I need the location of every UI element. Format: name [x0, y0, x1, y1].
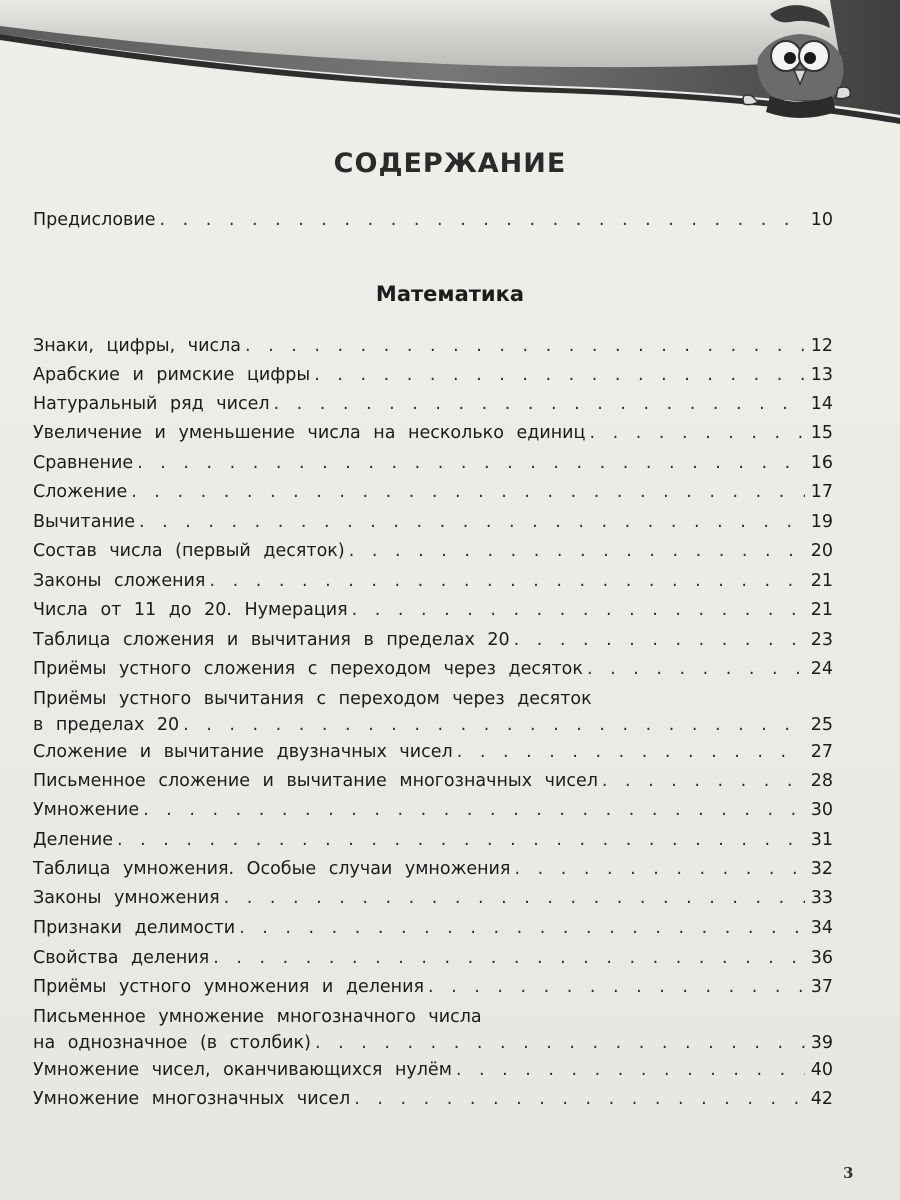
- dot-leader: [143, 797, 805, 823]
- toc-entry-page: 24: [810, 659, 833, 679]
- toc-entry-page: 13: [810, 365, 833, 385]
- toc-entry-text: Знаки, цифры, числа: [33, 336, 241, 356]
- dot-leader: [239, 915, 805, 941]
- toc-entry-text: Письменное сложение и вычитание многозначных чисел: [33, 771, 598, 791]
- toc-entry-page: 30: [810, 800, 833, 820]
- toc-entry[interactable]: [33, 597, 833, 623]
- toc-entry[interactable]: [33, 333, 833, 359]
- table-of-contents-title: СОДЕРЖАНИЕ: [333, 148, 567, 179]
- dot-leader: [209, 568, 805, 594]
- toc-entry-text: Свойства деления: [33, 948, 210, 968]
- toc-entry[interactable]: [33, 885, 833, 911]
- toc-entry[interactable]: [33, 827, 833, 853]
- toc-entry[interactable]: [33, 362, 833, 388]
- toc-entry-text: Состав числа (первый десяток): [33, 541, 345, 561]
- toc-entry-page: 20: [810, 541, 833, 561]
- toc-entry-text: Законы сложения: [33, 571, 206, 591]
- toc-entry[interactable]: [33, 1086, 833, 1112]
- toc-entry-page: 31: [810, 830, 833, 850]
- toc-entry-page: 10: [810, 210, 833, 230]
- toc-entry-page: 42: [810, 1089, 833, 1109]
- dot-leader: [183, 712, 805, 738]
- toc-entry-page: 34: [810, 918, 833, 938]
- toc-entry-text: Умножение: [33, 800, 140, 820]
- toc-entry-text: Числа от 11 до 20. Нумерация: [33, 600, 348, 620]
- toc-entry[interactable]: [33, 686, 833, 738]
- toc-entry-text: Законы умножения: [33, 888, 220, 908]
- dot-leader: [352, 597, 805, 623]
- toc-entry[interactable]: [33, 420, 833, 446]
- dot-leader: [137, 450, 805, 476]
- dot-leader: [514, 856, 805, 882]
- dot-leader: [514, 627, 805, 653]
- dot-leader: [428, 974, 805, 1000]
- toc-entry-page: 40: [810, 1060, 833, 1080]
- toc-entry[interactable]: [33, 538, 833, 564]
- toc-entry-text: Приёмы устного сложения с переходом через десяток: [33, 659, 583, 679]
- dot-leader: [587, 656, 805, 682]
- toc-entry-text-line1: Приёмы устного вычитания с переходом через десяток: [33, 689, 592, 709]
- toc-entry-page: 28: [810, 771, 833, 791]
- toc-entry[interactable]: [33, 568, 833, 594]
- toc-entry-page: 19: [810, 512, 833, 532]
- toc-entry-text-line1: Письменное умножение многозначного числа: [33, 1007, 482, 1027]
- toc-entry-page: 21: [810, 600, 833, 620]
- toc-entry-page: 39: [810, 1033, 833, 1053]
- dot-leader: [349, 538, 805, 564]
- toc-entry[interactable]: [33, 1057, 833, 1083]
- toc-entry[interactable]: [33, 945, 833, 971]
- toc-entry-text: Натуральный ряд чисел: [33, 394, 270, 414]
- toc-entry-text: Приёмы устного умножения и деления: [33, 977, 425, 997]
- dot-leader: [139, 509, 805, 535]
- dot-leader: [224, 885, 805, 911]
- toc-entry-text: Сравнение: [33, 453, 134, 473]
- dot-leader: [602, 768, 805, 794]
- toc-entry-text: Таблица сложения и вычитания в пределах 20: [33, 630, 510, 650]
- toc-entry[interactable]: [33, 450, 833, 476]
- dot-leader: [159, 207, 805, 233]
- toc-entry-text: Умножение многозначных чисел: [33, 1089, 351, 1109]
- toc-entry[interactable]: [33, 768, 833, 794]
- toc-entry-page: 15: [810, 423, 833, 443]
- toc-entry-page: 36: [810, 948, 833, 968]
- toc-entry[interactable]: [33, 739, 833, 765]
- dot-leader: [354, 1086, 805, 1112]
- toc-entry-text: Вычитание: [33, 512, 136, 532]
- toc-entry[interactable]: [33, 656, 833, 682]
- toc-entry-text: в пределах 20: [33, 715, 180, 735]
- toc-entry-page: 12: [810, 336, 833, 356]
- toc-entry-text: Предисловие: [33, 210, 156, 230]
- toc-entry-text: Признаки делимости: [33, 918, 236, 938]
- dot-leader: [274, 391, 805, 417]
- dot-leader: [245, 333, 805, 359]
- dot-leader: [131, 479, 805, 505]
- toc-entry[interactable]: [33, 627, 833, 653]
- dot-leader: [117, 827, 805, 853]
- dot-leader: [213, 945, 805, 971]
- dot-leader: [315, 1030, 805, 1056]
- toc-entry-text: Умножение чисел, оканчивающихся нулём: [33, 1060, 452, 1080]
- toc-entry-text: Деление: [33, 830, 113, 850]
- toc-entry-page: 32: [810, 859, 833, 879]
- toc-entry-text: на однозначное (в столбик): [33, 1033, 311, 1053]
- toc-entry-page: 17: [810, 482, 833, 502]
- dot-leader: [457, 739, 805, 765]
- dot-leader: [456, 1057, 805, 1083]
- toc-entry-text: Арабские и римские цифры: [33, 365, 311, 385]
- toc-entry[interactable]: [33, 479, 833, 505]
- section-title-math: Математика: [375, 282, 525, 306]
- toc-entry-text: Сложение и вычитание двузначных чисел: [33, 742, 453, 762]
- toc-entry-text: Сложение: [33, 482, 128, 502]
- toc-entry[interactable]: [33, 797, 833, 823]
- toc-entry[interactable]: [33, 509, 833, 535]
- toc-entry-text: Увеличение и уменьшение числа на несколько единиц: [33, 423, 586, 443]
- toc-entry[interactable]: [33, 856, 833, 882]
- header-banner: [0, 0, 900, 130]
- toc-entry-page: 14: [810, 394, 833, 414]
- dot-leader: [589, 420, 805, 446]
- toc-entry-page: 25: [810, 715, 833, 735]
- toc-entry[interactable]: [33, 391, 833, 417]
- toc-entry-text: Таблица умножения. Особые случаи умножения: [33, 859, 511, 879]
- toc-entry-page: 21: [810, 571, 833, 591]
- toc-entry-page: 27: [810, 742, 833, 762]
- page-number: 3: [843, 1164, 854, 1182]
- toc-entry-page: 37: [810, 977, 833, 997]
- toc-entry[interactable]: [33, 1004, 833, 1056]
- toc-entry-preface[interactable]: [33, 207, 833, 233]
- toc-entry-page: 16: [810, 453, 833, 473]
- dot-leader: [314, 362, 805, 388]
- toc-entry-page: 23: [810, 630, 833, 650]
- toc-entry[interactable]: [33, 974, 833, 1000]
- toc-entry-page: 33: [810, 888, 833, 908]
- toc-entry[interactable]: [33, 915, 833, 941]
